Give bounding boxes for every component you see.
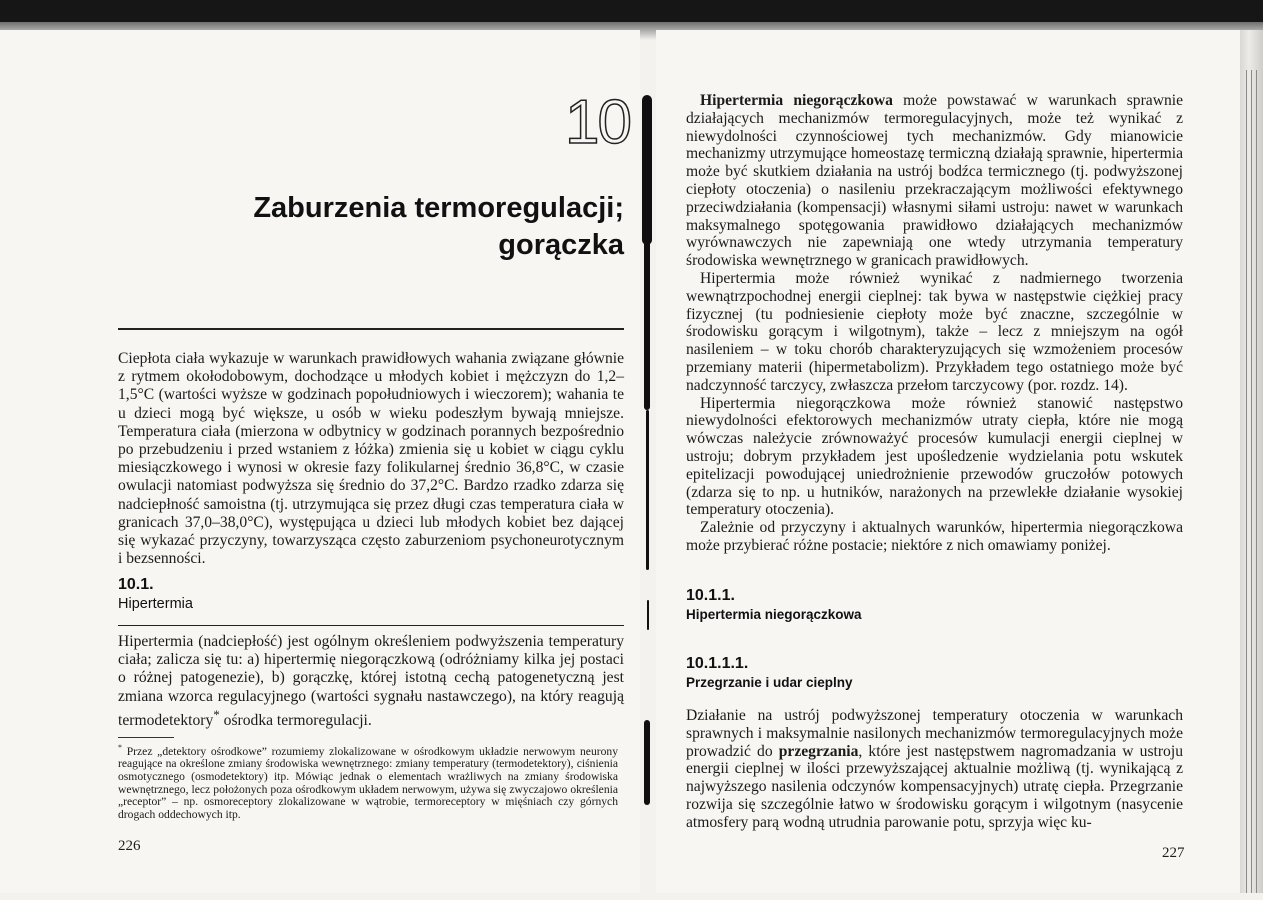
book-gutter	[630, 80, 660, 900]
footnote-rule	[118, 737, 174, 738]
paragraph-5	[686, 707, 1183, 832]
paragraph-2: Hipertermia może również wynikać z nadmiernego tworzenia wewnątrzpochodnej energii cieplnej: tak bywa w następstwie ciężkiej pracy fizycznej (tu podniesienie ciepłoty może być znaczne, szczególnie w środowisku gorącym i wilgotnym), także – lecz z mniejszym na ogół nasileniem – w toku chorób charakteryzujących się wzmożeniem procesów przemiany materii (hipermetabolizm). Przykładem tego ostatniego może być nadczynność tarczycy, zwłaszcza przełom tarczycowy (por. rozdz. 14).	[686, 269, 1183, 394]
section-number: 10.1.	[118, 576, 154, 593]
section-paragraph	[118, 633, 624, 730]
paragraph-4: Zależnie od przyczyny i aktualnych warunków, hipertermia niegorączkowa może przybierać różne postacie; niektóre z nich omawiamy poniżej.	[686, 519, 1183, 554]
paragraph-3: Hipertermia niegorączkowa może również stanowić następstwo niewydolności efektorowych mechanizmów utraty ciepła, które nie mogą wówczas należycie zrównoważyć procesów kumulacji energii cieplnej w ustroju; dobrym przykładem jest upośledzenie wydzielania potu wskutek epitelizacji powodującej uniedrożnienie przewodów gruczołów potowych (zdarza się to np. u hutników, narażonych na przewlekłe działanie wysokiej temperatury otoczenia).	[686, 394, 1183, 519]
subsection-title: Hipertermia niegorączkowa	[686, 607, 862, 622]
right-body-bottom	[686, 707, 1183, 832]
footnote-text: Przez „detektory ośrodkowe” rozumiemy zlokalizowane w ośrodkowym układzie nerwowym neurony reagujące na określone zmiany środowiska wewnętrznego: zmiany temperatury (termodetektory), ciśnienia osmotycznego (osmodetektory) itp. Mówiąc jednak o elementach wrażliwych na zmiany środowiska wewnętrznego, lecz położonych poza ośrodkowym układem nerwowym, używa się zwyczajowo określenia „receptor” – np. osmoreceptory zlokalizowane w wątrobie, termoreceptory w mięśniach czy górnych drogach oddechowych itp.	[118, 744, 618, 821]
section-paragraph-text: Hipertermia (nadciepłość) jest ogólnym określeniem podwyższenia temperatury ciała; zalicza się tu: a) hipertermię niegorączkową (odróżniamy kilka jej postaci o różnej patogenezie), b) gorączkę, której istotną cechą patogenetyczną jest zmiana wzorca regulacyjnego (wartości sygnału nastawczego), na który reagują termodetektory	[118, 633, 624, 729]
page-number-right: 227	[1162, 845, 1185, 861]
chapter-title	[200, 190, 624, 264]
paragraph-1	[686, 92, 1183, 270]
gutter-shadow-upper	[642, 95, 652, 245]
chapter-title-line2: gorączka	[498, 229, 624, 261]
section-paragraph-end: ośrodka termoregulacji.	[219, 712, 372, 729]
chapter-rule	[118, 328, 624, 330]
gutter-shadow-lower	[646, 410, 649, 570]
gutter-shadow-mark	[647, 600, 649, 630]
footnote-mark: *	[118, 743, 122, 752]
section-rule	[118, 625, 624, 626]
paragraph-5-text: , które jest następstwem nagromadzania w ustroju energii cieplnej w ilości przewyższającej aktualnie możliwą (tj. wynikającą z najwyższego nasilenia odczynów kompensacyjnych) utratę ciepła. Przegrzanie rozwija się szczególnie łatwo w środowisku gorącym i wilgotnym (nasycenie atmosfery parą wodną utrudnia parowanie potu, sprzyja więc ku-	[686, 742, 1183, 831]
right-body-top	[686, 92, 1183, 555]
page-number-left: 226	[118, 838, 141, 854]
chapter-number: 10	[565, 88, 630, 157]
paragraph-1-text: może powstawać w warunkach sprawnie działających mechanizmów termoregulacyjnych, może też wynikać z niewydolności czynnościowej tych mechanizmów. Gdy mianowicie mechanizmy utrzymujące homeostazę termiczną działają sprawnie, hipertermia może być skutkiem działania na ustrój bodźca termicznego (tj. podwyższonej ciepłoty otoczenia) o nasileniu przekraczającym możliwości efektywnego przeciwdziałania (kompensacji) własnymi siłami ustroju: nawet w warunkach maksymalnego spotęgowania prawidłowo działających mechanizmów wyrównawczych nie zapewniają one wtedy utrzymania temperatury środowiska wewnętrznego w granicach prawidłowych.	[686, 92, 1184, 270]
subsubsection-title: Przegrzanie i udar cieplny	[686, 675, 853, 690]
intro-paragraph: Ciepłota ciała wykazuje w warunkach prawidłowych wahania związane głównie z rytmem okołodobowym, dochodzące u młodych kobiet i mężczyzn do 1,2–1,5°C (wartości wyższe w godzinach popołudniowych i wieczorem); wahania te u dzieci mogą być większe, u osób w wieku podeszłym bywają mniejsze. Temperatura ciała (mierzona w odbytnicy w godzinach porannych bezpośrednio po przebudzeniu i przed wstaniem z łóżka) zmienia się u kobiet w ciągu cyklu miesiączkowego i wynosi w okresie fazy folikularnej średnio 36,8°C, w czasie owulacji natomiast podwyższa się średnio do 37,2°C. Bardzo rzadko zdarza się nadciepłność samoistna (tj. utrzymująca się przez długi czas temperatura ciała w granicach 37,0–38,0°C), występująca u dzieci lub młodych kobiet bez dającej się wykazać przyczyny, towarzysząca często zaburzeniom psychoneurotycznym i bezsenności.	[118, 350, 624, 568]
paragraph-5-bold: przegrzania	[778, 742, 859, 760]
paragraph-1-lead: Hipertermia niegorączkowa	[700, 92, 893, 109]
section-title: Hipertermia	[118, 596, 193, 612]
subsubsection-number: 10.1.1.1.	[686, 655, 749, 672]
footnote-reference: *	[213, 706, 220, 722]
scan-top-band	[0, 0, 1263, 22]
gutter-shadow-bottom	[644, 720, 650, 805]
page-stack-edge	[1240, 30, 1263, 893]
chapter-title-line1: Zaburzenia termoregulacji;	[253, 192, 624, 224]
subsection-number: 10.1.1.	[686, 587, 735, 604]
paragraph-5-start: Działanie na ustrój podwyższonej temperatury otoczenia w warunkach sprawnych i maksymalnie nasilonych mechanizmów termoregulacyjnych może prowadzić do	[686, 707, 1183, 760]
gutter-shadow-middle	[644, 240, 650, 410]
footnote	[118, 742, 618, 821]
